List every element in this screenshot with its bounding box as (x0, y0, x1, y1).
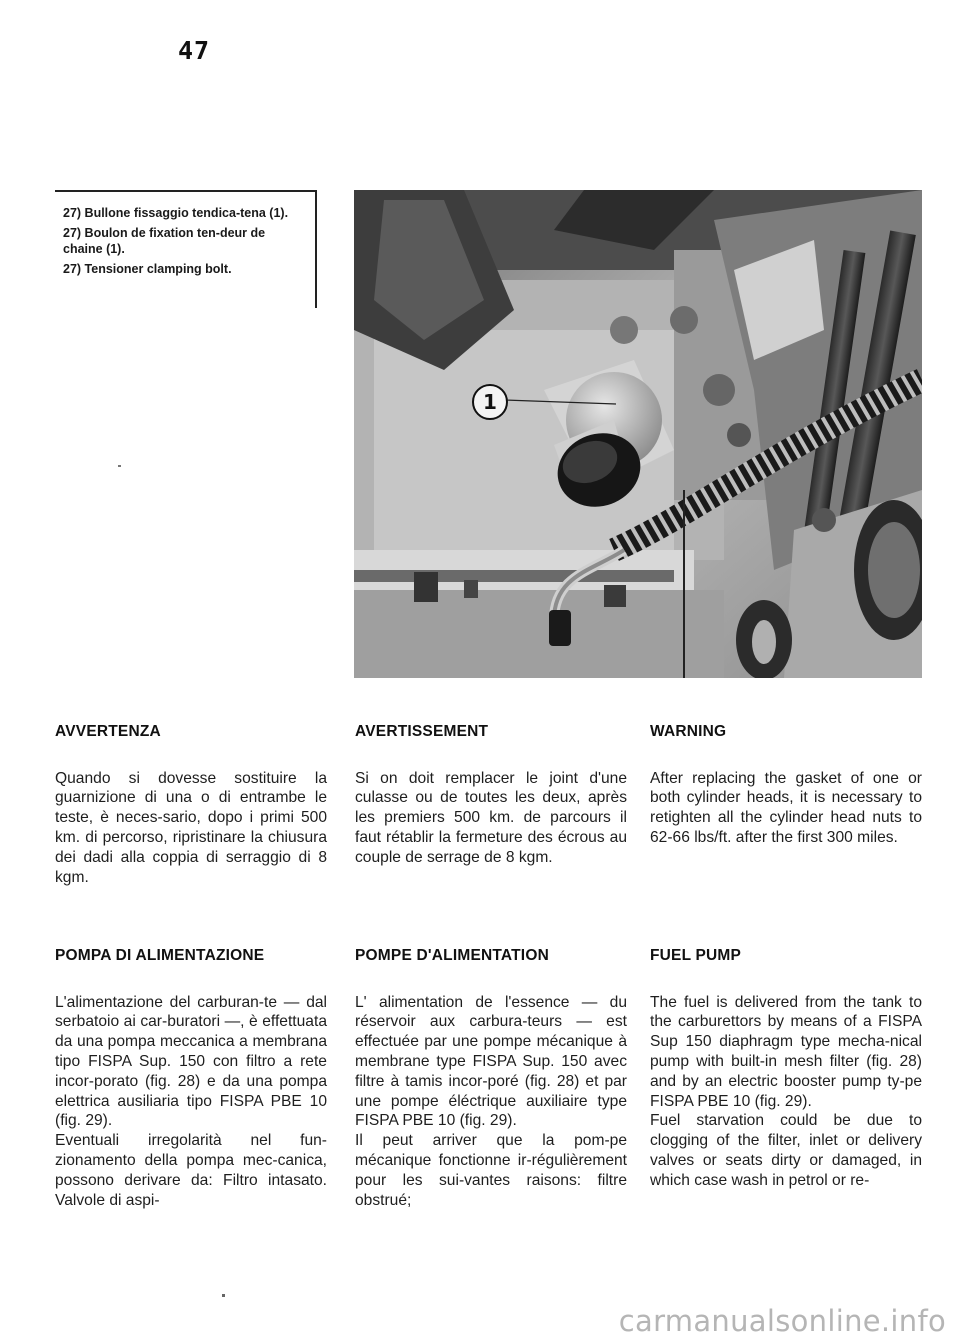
section-heading: POMPE D'ALIMENTATION (355, 947, 549, 964)
watermark: carmanualsonline.info (618, 1304, 946, 1338)
fuel-pump-english (650, 946, 922, 1191)
warning-italian (55, 722, 327, 887)
section-body-continued: Il peut arriver que la pom-pe mécanique fonctionne ir-régulièrement pour les sui-vantes raisons: filtre obstrué; (355, 1132, 627, 1209)
caption-french: 27) Boulon de fixation ten-deur de chaine (1). (63, 226, 266, 256)
fuel-pump-french (355, 946, 627, 1210)
section-body: L' alimentation de l'essence — du réservoir aux carbura-teurs — est effectuée par une pompe mécanique à membrane type FISPA Sup. 150 avec filtre à tamis incor-poré (fig. 28) et par une pompe éléctrique auxiliaire type FISPA PBE 10 (fig. 29). (355, 993, 627, 1130)
callout-marker-1: 1 (472, 384, 508, 420)
figure-caption-box (55, 190, 317, 308)
section-body-continued: Fuel starvation could be due to clogging of the filter, inlet or delivery valves or seats dirty or damaged, in which case wash in petrol or re- (650, 1112, 922, 1189)
section-body: Si on doit remplacer le joint d'une culasse ou de toutes les deux, après les premiers 500 km. de parcours il faut rétablir la fermeture des écrous au couple de serrage de 8 kgm. (355, 769, 627, 866)
section-heading: AVERTISSEMENT (355, 723, 489, 740)
warning-french (355, 722, 627, 868)
section-heading: POMPA DI ALIMENTAZIONE (55, 947, 265, 964)
warning-english (650, 722, 922, 848)
caption-italian: 27) Bullone fissaggio tendica-tena (1). (63, 206, 289, 220)
print-speck (222, 1294, 225, 1297)
caption-english: 27) Tensioner clamping bolt. (63, 261, 232, 276)
page-number: 47 (178, 36, 211, 65)
engine-photo-illustration (354, 190, 922, 678)
section-heading: WARNING (650, 723, 727, 740)
engine-photo (354, 190, 922, 678)
section-body: Quando si dovesse sostituire la guarnizione di una o di entrambe le teste, è neces-sario, dopo i primi 500 km. di percorso, ripristinare la chiusura dei dadi alla coppia di serraggio di 8 kgm. (55, 769, 327, 886)
section-body: The fuel is delivered from the tank to the carburettors by means of a FISPA Sup 150 diaphragm type mecha-nical pump with built-in mesh filter (fig. 28) and by an electric booster pump ty-pe FISPA PBE 10 (fig. 29). (650, 993, 922, 1110)
section-heading: AVVERTENZA (55, 723, 161, 740)
fuel-pump-italian (55, 946, 327, 1210)
section-body-continued: Eventuali irregolarità nel fun-zionamento della pompa mec-canica, possono derivare da: Filtro intasato. Valvole di aspi- (55, 1132, 327, 1209)
section-heading: FUEL PUMP (650, 947, 742, 964)
print-speck (118, 465, 121, 467)
section-body: After replacing the gasket of one or both cylinder heads, it is necessary to retighten all the cylinder head nuts to 62-66 lbs/ft. after the first 300 miles. (650, 769, 922, 847)
section-body: L'alimentazione del carburan-te — dal serbatoio ai car-buratori —, è effettuata da una pompa meccanica a membrana tipo FISPA Sup. 150 con filtro a rete incor-porato (fig. 28) e da una pompa elettrica ausiliaria tipo FISPA PBE 10 (fig. 29). (55, 993, 327, 1130)
